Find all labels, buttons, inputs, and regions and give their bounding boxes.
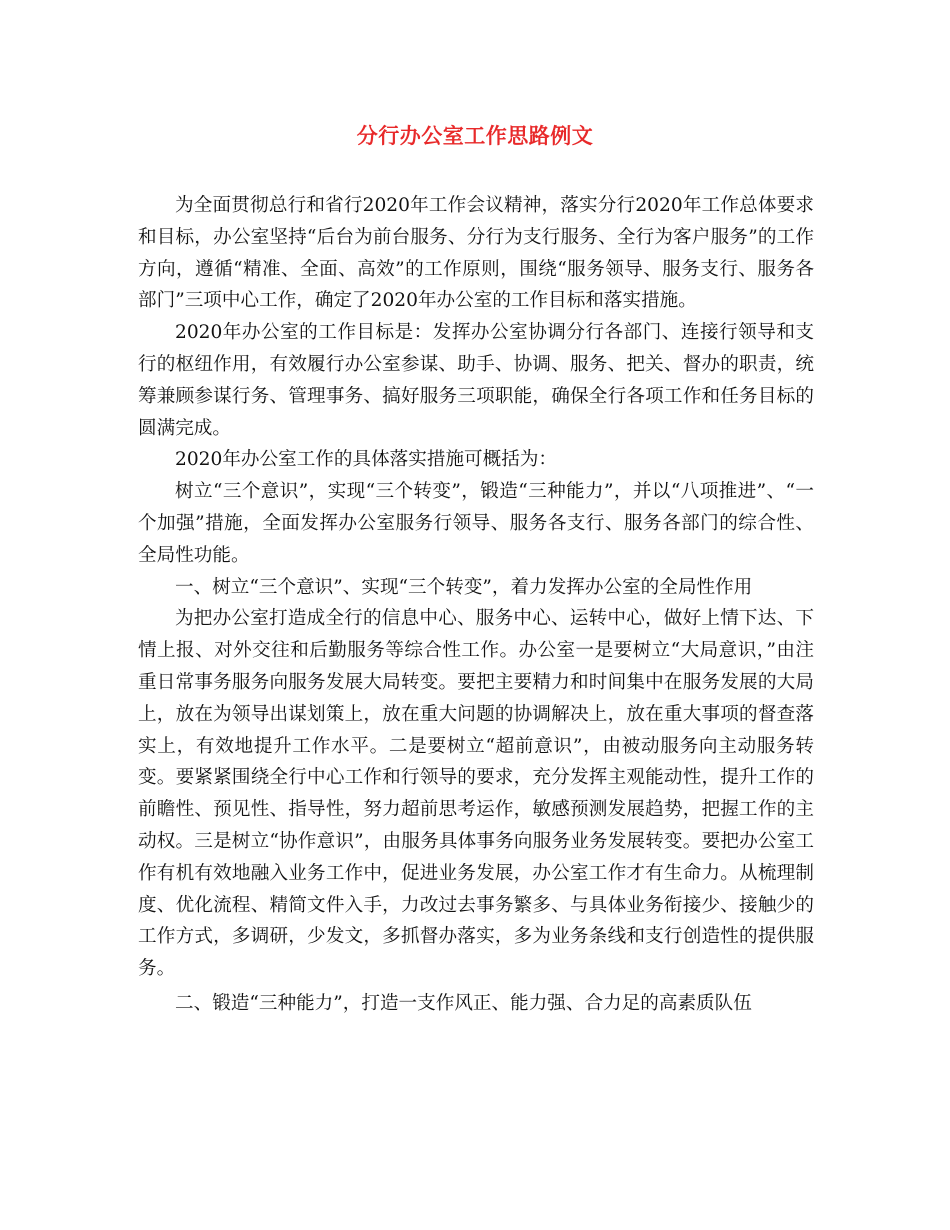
paragraph-goals: 2020年办公室的工作目标是：发挥办公室协调分行各部门、连接行领导和支行的枢纽作用，有效履行办公室参谋、助手、协调、服务、把关、督办的职责，统筹兼顾参谋行务、管理事务、搞好服务三项职能，确保全行各项工作和任务目标的圆满完成。 [138, 322, 814, 439]
section-heading-1: 一、树立“三个意识”、实现“三个转变”，着力发挥办公室的全局性作用 [175, 576, 753, 598]
document-title: 分行办公室工作思路例文 [356, 123, 594, 148]
paragraph-measures-intro: 2020年办公室工作的具体落实措施可概括为： [175, 449, 558, 471]
section-heading-2: 二、锻造“三种能力”，打造一支作风正、能力强、合力足的高素质队伍 [175, 992, 752, 1014]
paragraph-measures-summary: 树立“三个意识”，实现“三个转变”，锻造“三种能力”，并以“八项推进”、“一个加强”措施，全面发挥办公室服务行领导、服务各支行、服务各部门的综合性、全局性功能。 [138, 481, 814, 566]
paragraph-section-1-body: 为把办公室打造成全行的信息中心、服务中心、运转中心，做好上情下达、下情上报、对外交往和后勤服务等综合性工作。办公室一是要树立“大局意识，”由注重日常事务服务向服务发展大局转变。要把主要精力和时间集中在服务发展的大局上，放在为领导出谋划策上，放在重大问题的协调解决上，放在重大事项的督查落实上，有效地提升工作水平。二是要树立“超前意识”，由被动服务向主动服务转变。要紧紧围绕全行中心工作和行领导的要求，充分发挥主观能动性，提升工作的前瞻性、预见性、指导性，努力超前思考运作，敏感预测发展趋势，把握工作的主动权。三是树立“协作意识”，由服务具体事务向服务业务发展转变。要把办公室工作有机有效地融入业务工作中，促进业务发展，办公室工作才有生命力。从梳理制度、优化流程、精简文件入手，力改过去事务繁多、与具体业务衔接少、接触少的工作方式，多调研，少发文，多抓督办落实，多为业务条线和支行创造性的提供服务。 [138, 608, 814, 980]
paragraph-intro: 为全面贯彻总行和省行2020年工作会议精神，落实分行2020年工作总体要求和目标，办公室坚持“后台为前台服务、分行为支行服务、全行为客户服务”的工作方向，遵循“精准、全面、高效”的工作原则，围绕“服务领导、服务支行、服务各部门”三项中心工作，确定了2020年办公室的工作目标和落实措施。 [138, 195, 814, 312]
document-body [138, 190, 814, 1020]
